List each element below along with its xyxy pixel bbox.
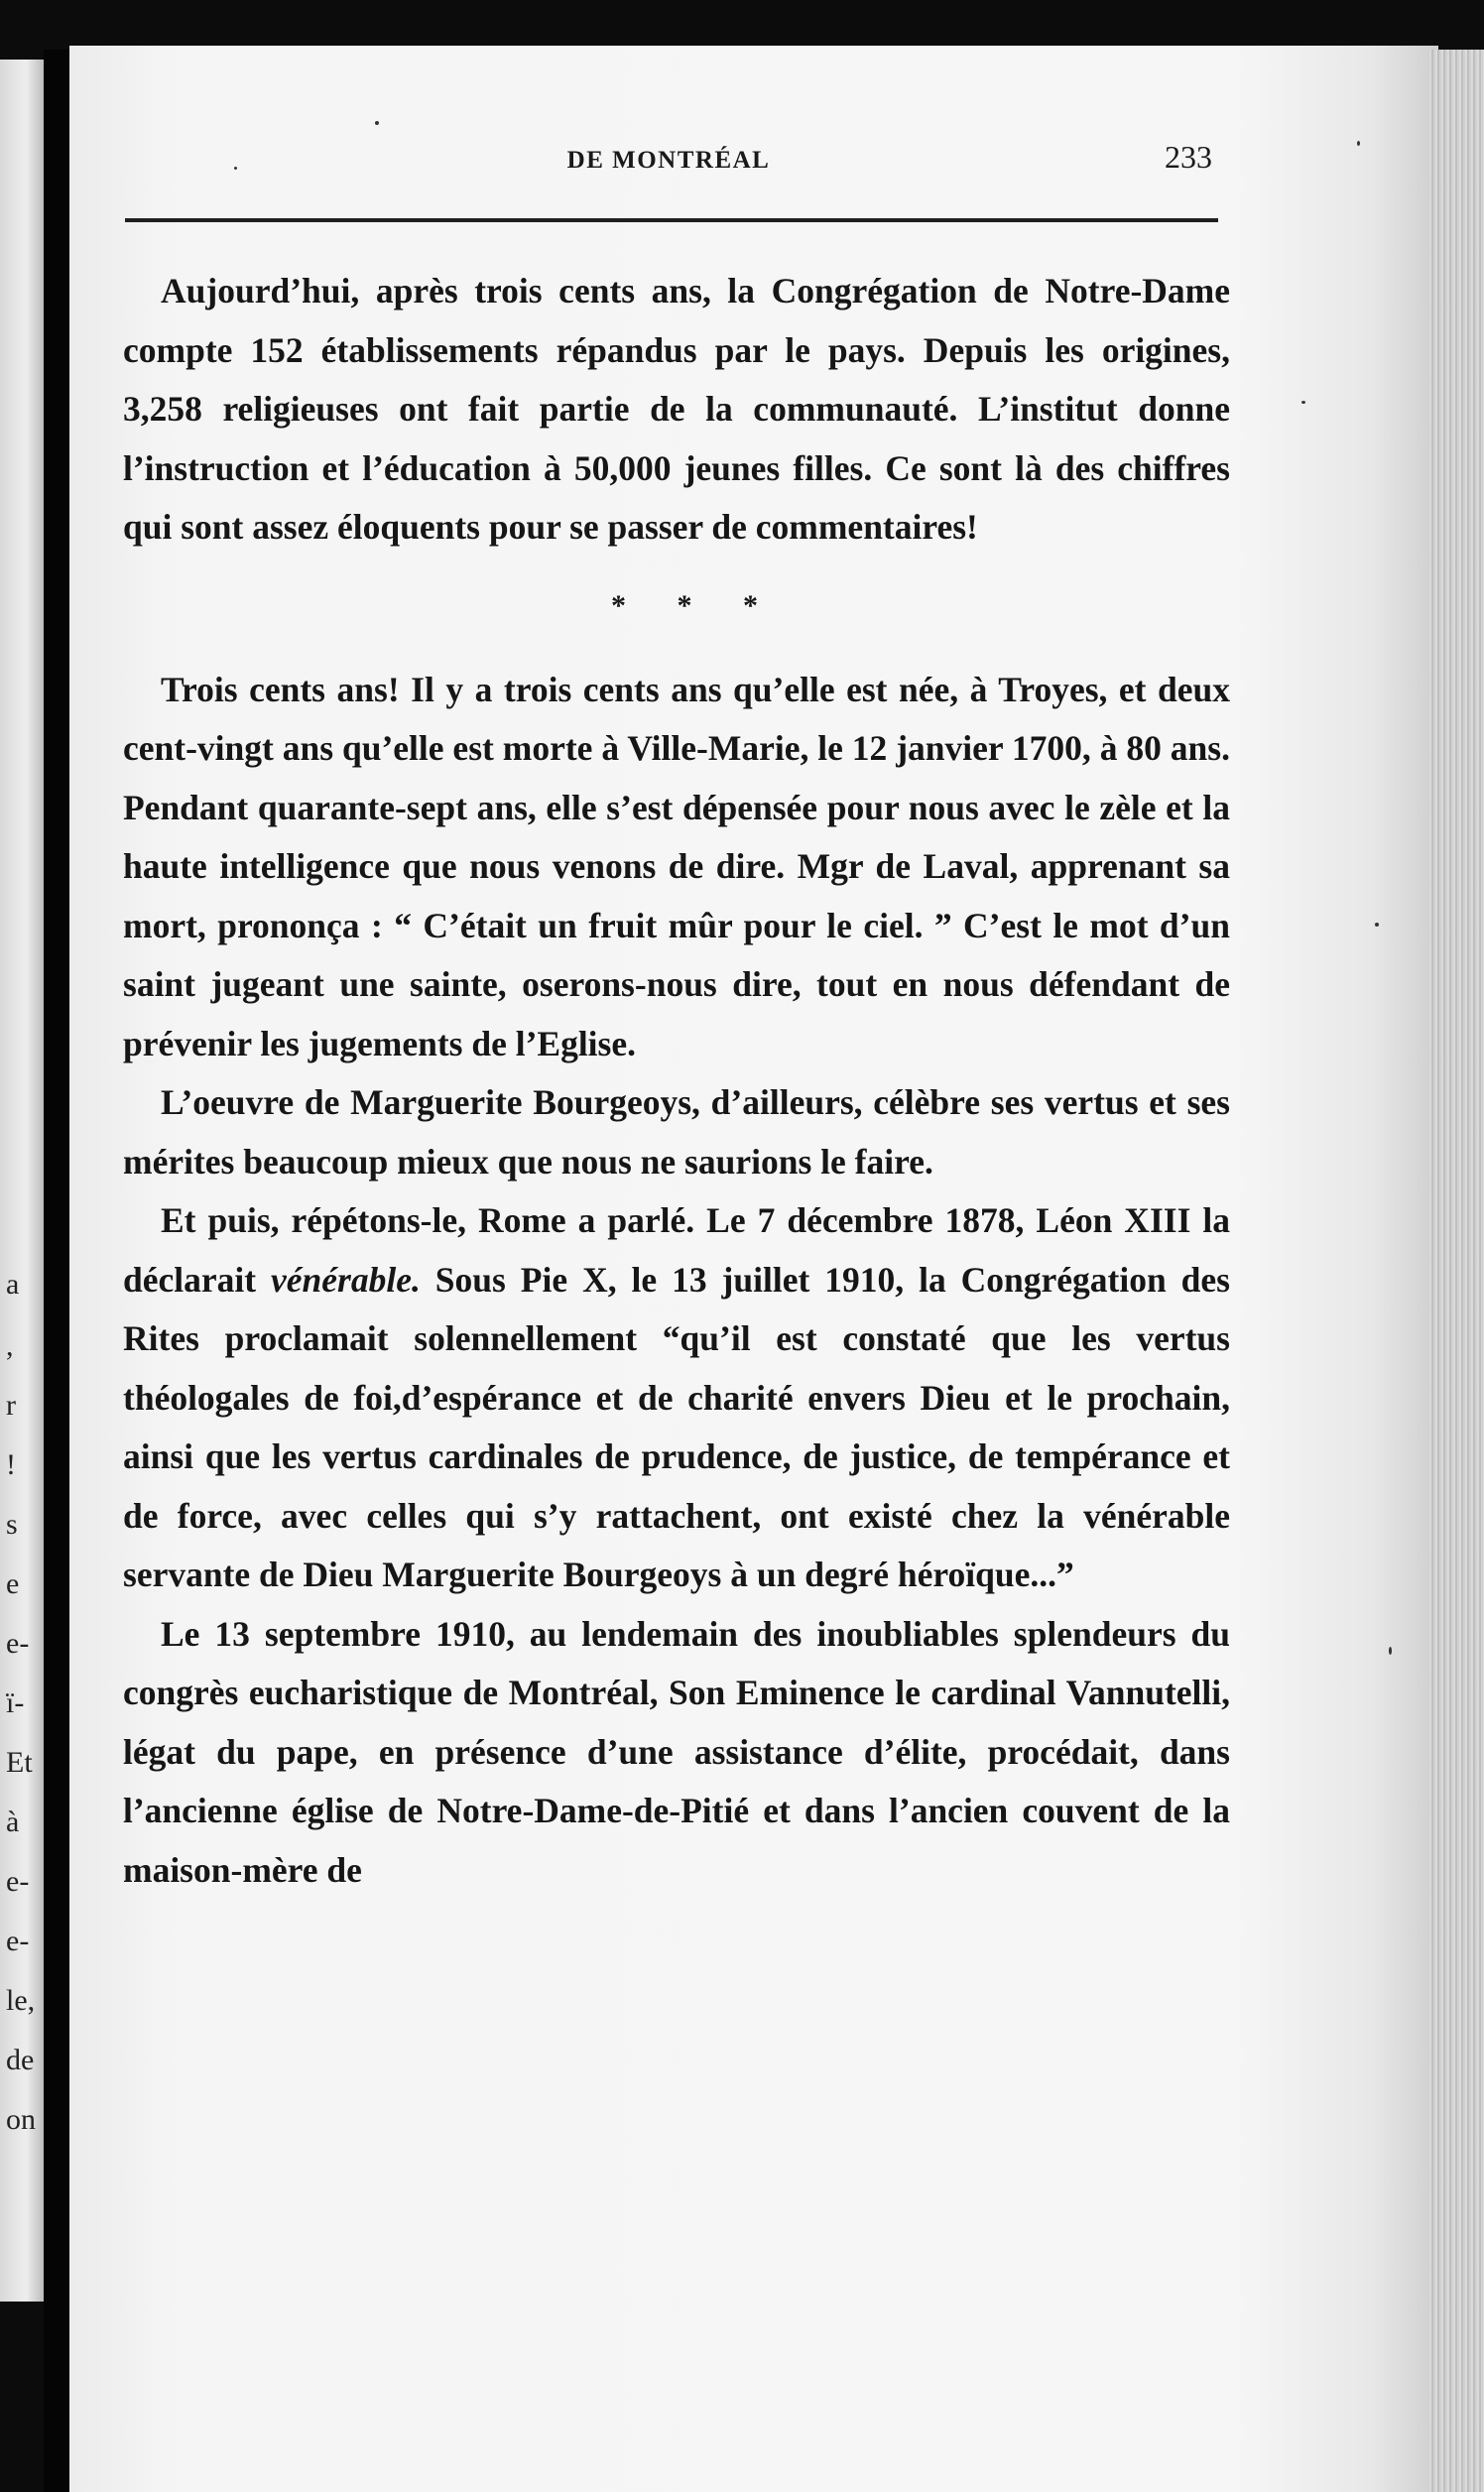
facing-page-edge [0,60,44,2302]
facing-page-fragment: ! [6,1448,16,1481]
facing-page-fragment: e- [6,1865,30,1898]
facing-page-fragment: de [6,2044,35,2076]
facing-page-fragment: e [6,1567,20,1600]
page-header [125,139,1212,238]
paragraph-1: Aujourd’hui, après trois cents ans, la Congrégation de Notre-Dame compte 152 établissements répandus par le pays. Depuis les origines, 3,258 religieuses ont fait partie de la communauté. L’institut donne l’instruction et l’éducation à 50,000 jeunes filles. Ce sont là des chiffres qui sont assez éloquents pour se passer de commentaires! [123,271,1230,547]
paragraph-4 [123,1191,1230,1605]
section-separator: * * * [611,588,780,622]
facing-page-fragment: s [6,1508,18,1541]
header-rule [125,218,1218,222]
paragraph-4-end: Sous Pie X, le 13 juillet 1910, la Congrégation des Rites proclamait solennellement “qu’il est constaté que les vertus théologales de foi,d’espérance et de charité envers Dieu et le prochain, ainsi que les vertus cardinales de prudence, de justice, de tempérance et de force, avec celles qui s’y rattachent, ont existé chez la vénérable servante de Dieu Marguerite Bourgeoys à un degré héroïque...” [123,1259,1230,1594]
facing-page-fragment: , [6,1329,14,1362]
facing-page-fragment: ï- [6,1686,25,1719]
facing-page-fragment: e- [6,1627,30,1660]
facing-page-fragment: e- [6,1925,30,1957]
page-edges [1428,50,1484,2492]
facing-page-fragment: Et [6,1746,33,1779]
paragraph-3: L’oeuvre de Marguerite Bourgeoys, d’ailleurs, célèbre ses vertus et ses mérites beaucoup mieux que nous ne saurions le faire. [123,1082,1230,1182]
facing-page-fragment: r [6,1389,16,1422]
emphasis-venerable: vénérable. [271,1259,421,1300]
body-text [123,262,1230,1900]
facing-page-fragment: à [6,1806,20,1838]
page-number: 233 [1165,139,1212,175]
book-gutter [44,50,69,2492]
facing-page-fragment: on [6,2103,36,2136]
paragraph-5: Le 13 septembre 1910, au lendemain des inoubliables splendeurs du congrès eucharistique de Montréal, Son Eminence le cardinal Vannutelli, légat du pape, en présence d’une assistance d’élite, procédait, dans l’ancienne église de Notre-Dame-de-Pitié et dans l’ancien couvent de la maison-mère de [123,1613,1230,1890]
facing-page-fragment: a [6,1268,20,1301]
running-title: DE MONTRÉAL [566,147,771,174]
paragraph-2: Trois cents ans! Il y a trois cents ans qu’elle est née, à Troyes, et deux cent-vingt ans qu’elle est morte à Ville-Marie, le 12 janvier 1700, à 80 ans. Pendant quarante-sept ans, elle s’est dépensée pour nous avec le zèle et la haute intelligence que nous venons de dire. Mgr de Laval, apprenant sa mort, prononça : “ C’était un fruit mûr pour le ciel. ” C’est le mot d’un saint jugeant une sainte, oserons-nous dire, tout en nous défendant de prévenir les jugements de l’Eglise. [123,669,1230,1063]
paragraph-4-start: Et puis, répétons-le, Rome a parlé. Le 7 décembre 1878, Léon XIII la déclarait [123,1200,1230,1300]
facing-page-fragment: le, [6,1984,36,2017]
